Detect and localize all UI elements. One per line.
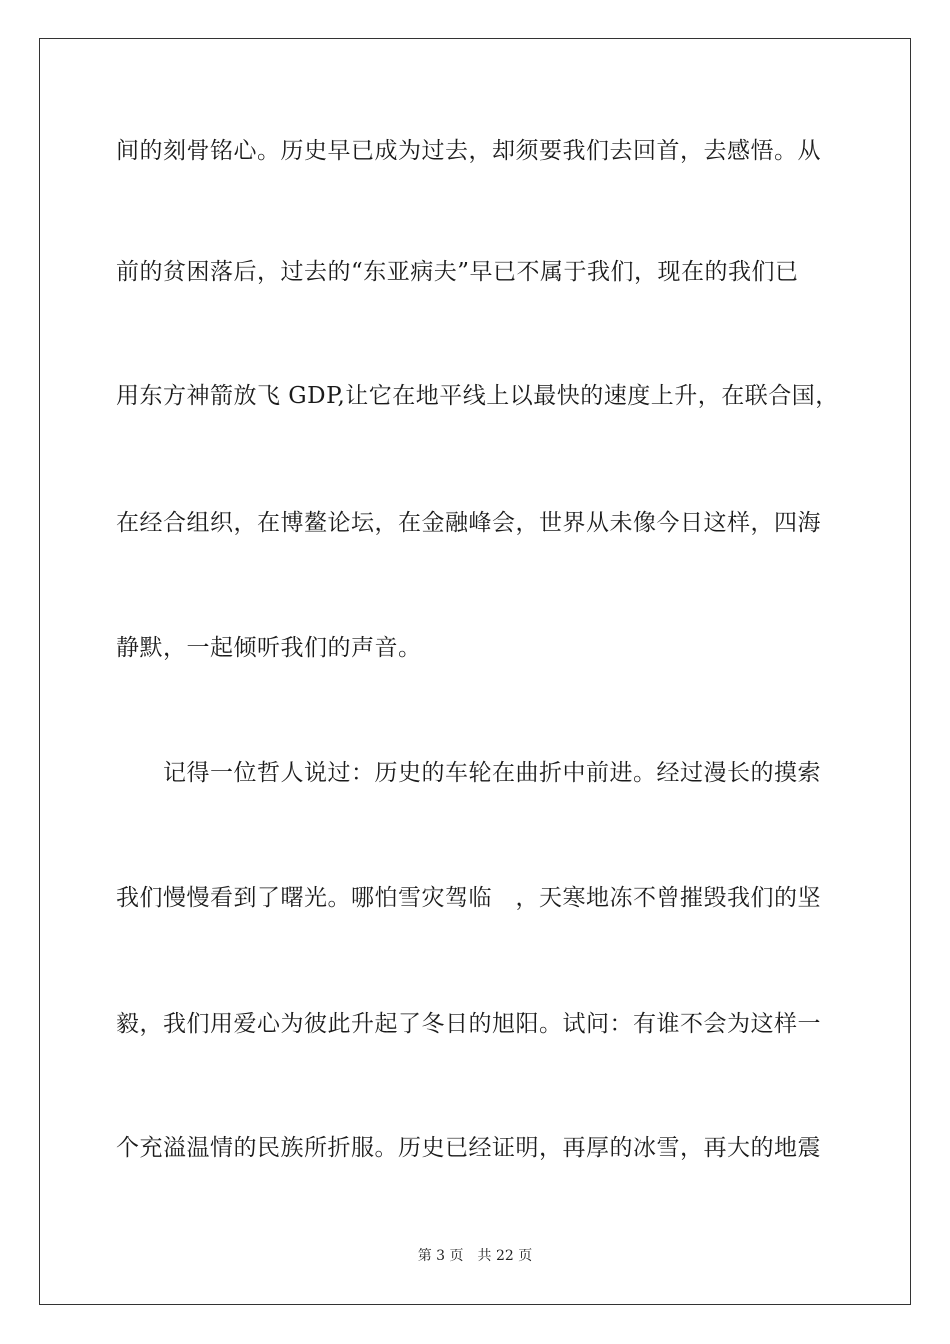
text-line-5: 静默，一起倾听我们的声音。 [116, 635, 422, 661]
text-line-1: 间的刻骨铭心。历史早已成为过去，却须要我们去回首，去感悟。从 [116, 138, 821, 164]
text-line-8: 毅，我们用爱心为彼此升起了冬日的旭阳。试问：有谁不会为这样一 [116, 1011, 821, 1037]
text-line-3: 用东方神箭放飞 GDP,让它在地平线上以最快的速度上升，在联合国， [116, 383, 839, 409]
page-number: 第 3 页 [417, 1248, 464, 1264]
total-pages: 共 22 页 [477, 1248, 533, 1264]
text-line-6: 记得一位哲人说过：历史的车轮在曲折中前进。经过漫长的摸索 [116, 760, 821, 786]
text-line-9: 个充溢温情的民族所折服。历史已经证明，再厚的冰雪，再大的地震 [116, 1135, 821, 1161]
text-line-7: 我们慢慢看到了曙光。哪怕雪灾驾临 ，天寒地冻不曾摧毁我们的坚 [116, 885, 821, 911]
text-line-4: 在经合组织，在博鳌论坛，在金融峰会，世界从未像今日这样，四海 [116, 510, 821, 536]
text-line-2: 前的贫困落后，过去的“东亚病夫”早已不属于我们，现在的我们已 [116, 259, 799, 285]
page-footer [0, 1247, 950, 1265]
page-border [39, 38, 911, 1305]
